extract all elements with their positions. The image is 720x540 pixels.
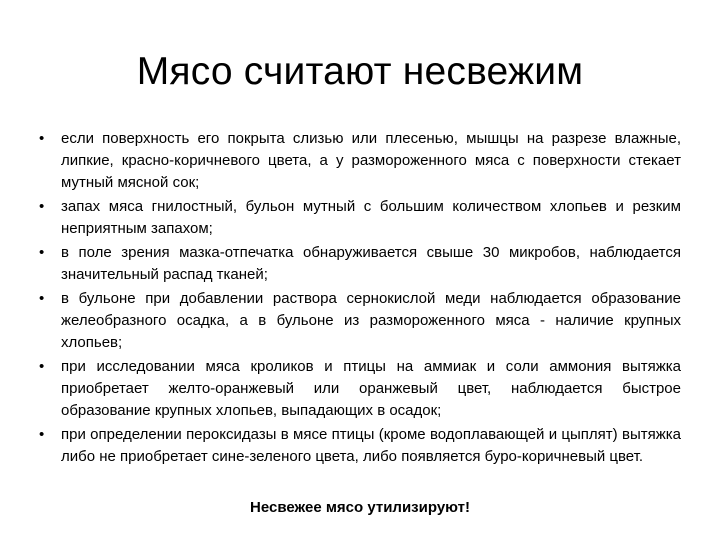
conclusion-text: Несвежее мясо утилизируют! (250, 499, 470, 516)
bullet-marker: • (39, 426, 45, 443)
bullet-item (36, 288, 681, 354)
bullet-text: в бульоне при добавлении раствора сернокислой меди наблюдается образование желеобразного осадка, а в бульоне из размороженного мяса - наличие крупных хлопьев; (61, 290, 681, 351)
bullet-item (36, 196, 681, 240)
bullet-item (36, 128, 681, 194)
bullet-text: в поле зрения мазка-отпечатка обнаруживается свыше 30 микробов, наблюдается значительный распад тканей; (61, 244, 681, 283)
bullet-item (36, 356, 681, 422)
slide-title: Мясо считают несвежим (136, 50, 584, 93)
bullet-marker: • (39, 244, 45, 261)
bullet-text: при определении пероксидазы в мясе птицы (кроме водоплавающей и цыплят) вытяжка либо не приобретает сине-зеленого цвета, либо появляется буро-коричневый цвет. (61, 426, 681, 465)
bullet-marker: • (39, 198, 45, 215)
bullet-marker: • (39, 290, 45, 307)
bullet-list (36, 128, 681, 470)
bullet-text: если поверхность его покрыта слизью или плесенью, мышцы на разрезе влажные, липкие, красно-коричневого цвета, а у размороженного мяса с поверхности стекает мутный мясной сок; (61, 130, 681, 191)
bullet-text: при исследовании мяса кроликов и птицы на аммиак и соли аммония вытяжка приобретает желто-оранжевый или оранжевый цвет, наблюдается быстрое образование крупных хлопьев, выпадающих в осадок; (61, 358, 681, 419)
bullet-item (36, 242, 681, 286)
bullet-text: запах мяса гнилостный, бульон мутный с большим количеством хлопьев и резким неприятным запахом; (61, 198, 681, 237)
bullet-marker: • (39, 130, 45, 147)
bullet-item (36, 424, 681, 468)
bullet-marker: • (39, 358, 45, 375)
